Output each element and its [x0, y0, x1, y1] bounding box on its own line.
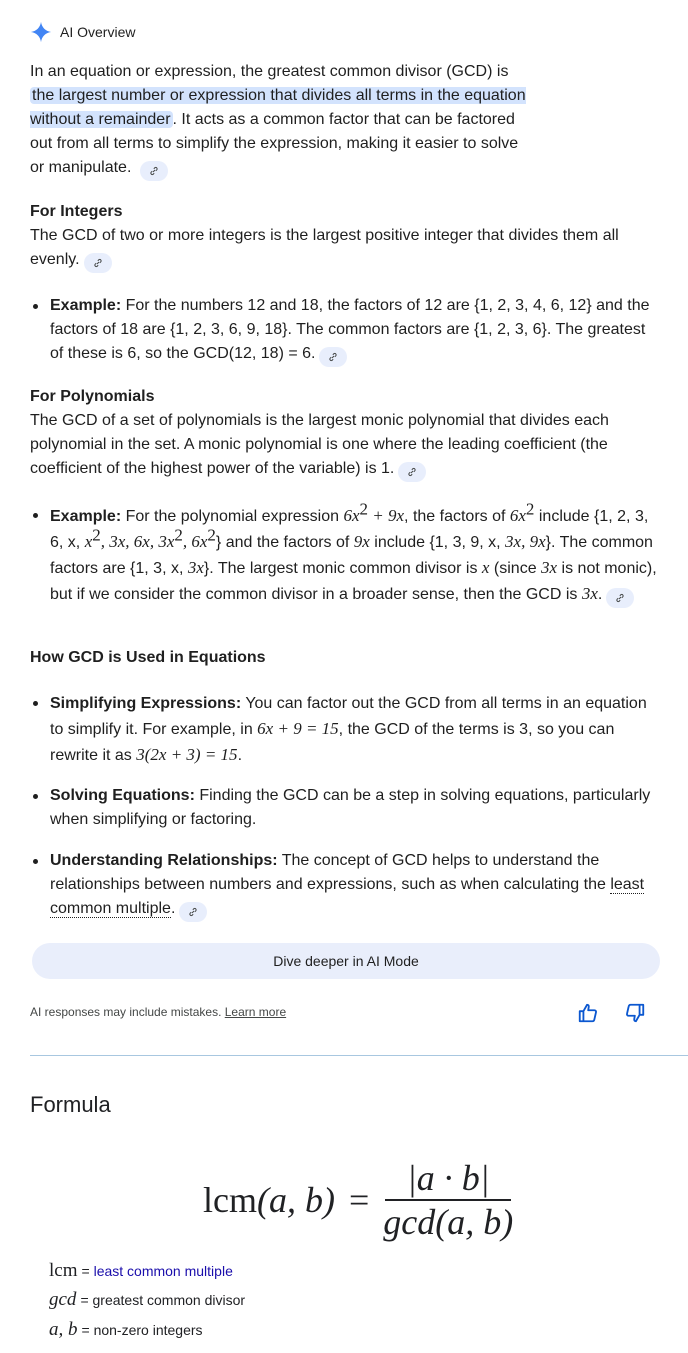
- text: .: [170, 900, 176, 917]
- math-sup: 2: [359, 499, 369, 519]
- usage-section: [30, 646, 662, 922]
- integers-body: [30, 224, 662, 273]
- disclaimer-text: AI responses may include mistakes.: [30, 1005, 225, 1019]
- text: , the factors of: [404, 508, 510, 525]
- citation-link-button[interactable]: [606, 588, 634, 608]
- citation-link-button[interactable]: [84, 253, 112, 273]
- legend-eq: =: [81, 1263, 90, 1279]
- item-label: Simplifying Expressions:: [50, 695, 242, 712]
- text: is not monic), but if we consider the common divisor in a broader sense, then the GCD is: [50, 560, 657, 603]
- link-icon: [328, 352, 338, 362]
- section-heading: For Integers: [30, 203, 123, 220]
- text: include {1, 2, 3, 6, x,: [50, 508, 649, 551]
- math: 9x: [353, 532, 370, 551]
- intro-highlight: the largest number or expression that divides all terms in the equation without a remainder: [30, 87, 526, 128]
- text: For the polynomial expression: [121, 508, 344, 525]
- math-sup: 2: [525, 499, 535, 519]
- list-item: [30, 784, 662, 832]
- intro-text: In an equation or expression, the greatest common divisor (GCD) is: [30, 63, 509, 80]
- dive-deeper-button[interactable]: Dive deeper in AI Mode: [32, 943, 660, 979]
- legend-symbol: lcm: [49, 1260, 78, 1281]
- link-icon: [93, 258, 103, 268]
- text: The concept of GCD helps to understand the relationships between numbers and expressions, such as when calculating the: [50, 852, 611, 893]
- citation-link-button[interactable]: [140, 161, 168, 181]
- math: 6x: [343, 506, 360, 525]
- link-icon: [407, 467, 417, 477]
- text: , the GCD of the terms is 3, so you can rewrite it as: [50, 721, 615, 764]
- disclaimer: [30, 1005, 286, 1019]
- link-icon: [615, 593, 625, 603]
- text: Finding the GCD can be a step in solving equations, particularly when simplifying or factoring.: [50, 787, 651, 828]
- math: + 9x: [368, 506, 405, 525]
- link-icon: [149, 166, 159, 176]
- formula-title: Formula: [30, 1092, 111, 1117]
- thumbs-up-icon[interactable]: [577, 1002, 599, 1024]
- intro-text-post: . It acts as a common factor that can be factored out from all terms to simplify the expression, making it easier to solve or manipulate.: [30, 111, 519, 176]
- legend-symbol: a, b: [49, 1319, 78, 1340]
- formula-equals: =: [348, 1180, 370, 1220]
- list-item: [30, 294, 662, 367]
- learn-more-link[interactable]: Learn more: [224, 1005, 287, 1019]
- lcm-link[interactable]: least common multiple: [50, 876, 645, 917]
- text: .: [597, 586, 603, 603]
- list-item: [30, 849, 662, 922]
- usage-list: [30, 691, 662, 922]
- example-label: Example:: [50, 297, 122, 314]
- polynomials-body: [30, 409, 662, 482]
- legend-desc: greatest common divisor: [92, 1292, 246, 1308]
- text: }. The common factors are {1, 3, x,: [50, 534, 653, 577]
- math: 3x, 9x: [505, 532, 546, 551]
- text: } and the factors of: [215, 534, 354, 551]
- legend-row: [49, 1319, 203, 1341]
- text: .: [237, 747, 243, 764]
- formula-fraction: [383, 1157, 513, 1243]
- math-sup: 2: [207, 525, 216, 545]
- item-label: Understanding Relationships:: [50, 852, 278, 869]
- citation-link-button[interactable]: [398, 462, 426, 482]
- section-heading: How GCD is Used in Equations: [30, 649, 266, 666]
- polynomials-section: [30, 385, 662, 608]
- legend-row: [49, 1260, 233, 1282]
- math: 3x: [541, 558, 558, 577]
- example-label: Example:: [50, 508, 122, 525]
- legend-row: [49, 1289, 245, 1311]
- formula-lhs-args: (a, b): [256, 1180, 335, 1220]
- math-sup: 2: [174, 525, 183, 545]
- integers-section: [30, 200, 662, 367]
- thumbs-down-icon[interactable]: [624, 1002, 646, 1024]
- integers-list: [30, 294, 662, 367]
- math-sup: 2: [92, 525, 101, 545]
- legend-desc: non-zero integers: [93, 1322, 203, 1338]
- section-heading: For Polynomials: [30, 388, 155, 405]
- sparkle-icon: [30, 21, 52, 43]
- integers-body-text: The GCD of two or more integers is the largest positive integer that divides them all evenly.: [30, 227, 619, 268]
- list-item: [30, 691, 662, 768]
- example-text: For the numbers 12 and 18, the factors of 12 are {1, 2, 3, 4, 6, 12} and the factors of 18 are {1, 2, 3, 6, 9, 18}. The common factors are {1, 2, 3, 6}. The greatest of these is 6, so the GCD(12, 18) = 6.: [50, 297, 650, 362]
- math: , 6x: [182, 532, 208, 551]
- math: 3(2x + 3) = 15: [136, 745, 238, 764]
- polynomials-body-text: The GCD of a set of polynomials is the largest monic polynomial that divides each polynomial in the set. A monic polynomial is one where the leading coefficient (the coefficient of the highest power of the variable) is 1.: [30, 412, 609, 477]
- polynomials-list: [30, 499, 662, 608]
- lcm-formula: [203, 1150, 513, 1250]
- ai-overview-title: AI Overview: [60, 24, 136, 40]
- formula-numerator: |a · b|: [406, 1158, 490, 1198]
- math: 6x: [509, 506, 526, 525]
- ai-overview-header: [30, 20, 135, 44]
- section-divider: [30, 1055, 688, 1056]
- math: 6x + 9 = 15: [257, 719, 339, 738]
- math: x: [481, 558, 490, 577]
- formula-lhs: lcm: [203, 1180, 257, 1220]
- formula-denominator: gcd(a, b): [383, 1202, 514, 1242]
- text: You can factor out the GCD from all terms in an equation to simplify it. For example, in: [50, 695, 647, 738]
- text: }. The largest monic common divisor is: [203, 560, 482, 577]
- text: (since: [489, 560, 542, 577]
- citation-link-button[interactable]: [319, 347, 347, 367]
- math: 3x: [187, 558, 204, 577]
- legend-link[interactable]: least common multiple: [93, 1263, 233, 1279]
- math: x: [84, 532, 93, 551]
- legend-symbol: gcd: [49, 1289, 77, 1310]
- item-label: Solving Equations:: [50, 787, 195, 804]
- math: , 3x, 6x, 3x: [100, 532, 175, 551]
- text: include {1, 3, 9, x,: [369, 534, 506, 551]
- list-item: [30, 499, 662, 608]
- citation-link-button[interactable]: [179, 902, 207, 922]
- legend-eq: =: [81, 1322, 90, 1338]
- math: 3x: [581, 584, 598, 603]
- intro-paragraph: [30, 60, 530, 181]
- link-icon: [188, 907, 198, 917]
- legend-eq: =: [80, 1292, 89, 1308]
